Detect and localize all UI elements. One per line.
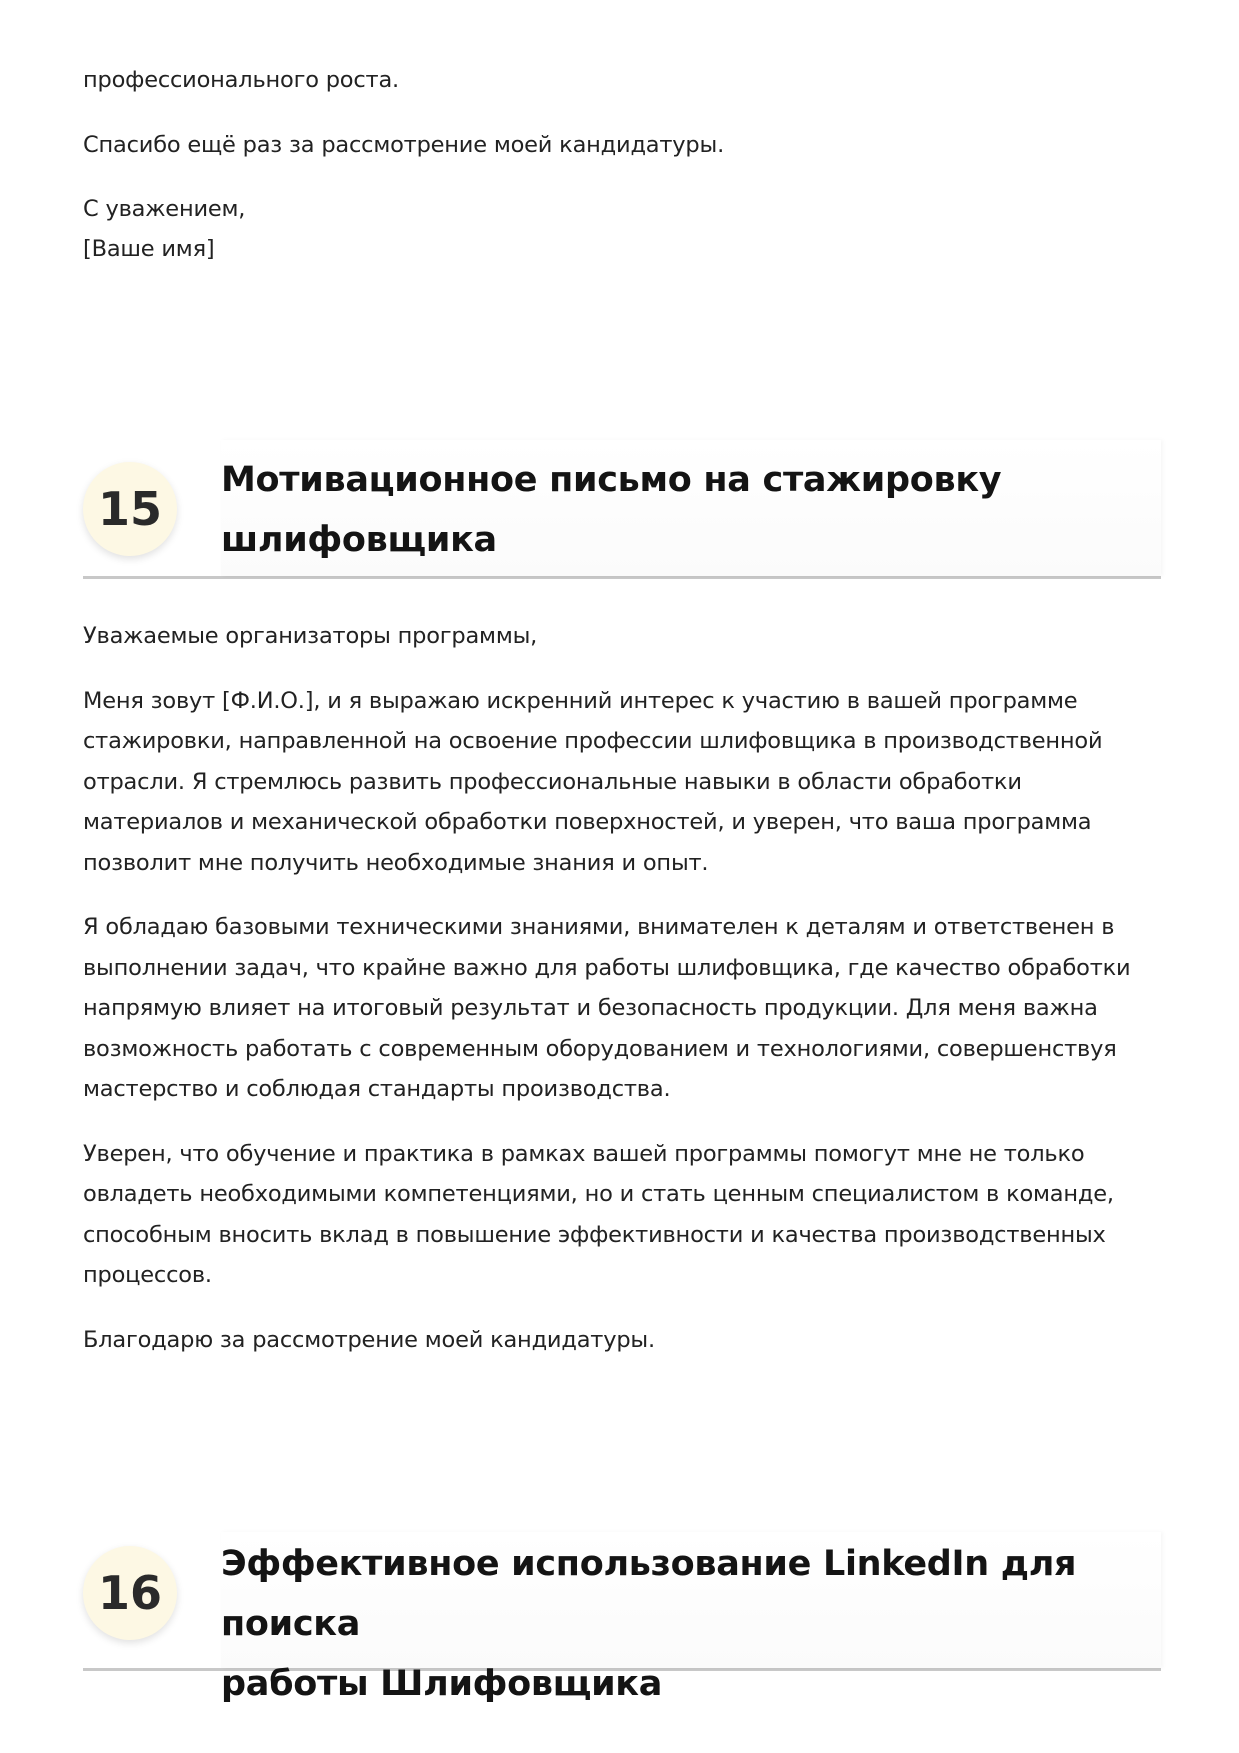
section-15-title <box>221 450 1001 570</box>
letter-closing: Благодарю за рассмотрение моей кандидатуры. <box>83 1326 655 1353</box>
section-15-number-badge: 15 <box>83 462 177 556</box>
letter-paragraph-3: Уверен, что обучение и практика в рамках вашей программы помогут мне не только овладеть необходимыми компетенциями, но и стать ценным специалистом в команде, способным вносить вклад в повышение эффективности и качества производственных процессов. <box>83 1140 1114 1288</box>
intro-closing <box>83 189 245 269</box>
letter-paragraph-1: Меня зовут [Ф.И.О.], и я выражаю искренний интерес к участию в вашей программе стажировки, направленной на освоение профессии шлифовщика в производственной отрасли. Я стремлюсь развить профессиональные навыки в области обработки материалов и механической обработки поверхностей, и уверен, что ваша программа позволит мне получить необходимые знания и опыт. <box>83 687 1103 876</box>
section-15-header <box>83 440 1161 579</box>
intro-closing-text: С уважением, <box>83 196 246 222</box>
section-16-title-line-2: работы Шлифовщика <box>221 1664 663 1704</box>
letter-greeting: Уважаемые организаторы программы, <box>83 623 538 649</box>
section-15-title-line-1: Мотивационное письмо на стажировку <box>221 460 1002 500</box>
section-16-number-badge: 16 <box>83 1546 177 1640</box>
intro-tail <box>83 60 399 101</box>
section-16-title-line-1: Эффективное использование LinkedIn для поиска <box>221 1544 1077 1644</box>
intro-thanks <box>83 125 724 166</box>
section-16-title <box>221 1534 1161 1714</box>
section-15-letter <box>83 616 1161 1384</box>
section-16-header <box>83 1532 1161 1704</box>
section-15-title-line-2: шлифовщика <box>221 520 497 560</box>
intro-signature: [Ваше имя] <box>83 236 215 262</box>
intro-tail-text: профессионального роста. <box>83 67 399 93</box>
letter-paragraph-2: Я обладаю базовыми техническими знаниями, внимателен к деталям и ответственен в выполнении задач, что крайне важно для работы шлифовщика, где качество обработки напрямую влияет на итоговый результат и безопасность продукции. Для меня важна возможность работать с современным оборудованием и технологиями, совершенствуя мастерство и соблюдая стандарты производства. <box>83 914 1131 1102</box>
intro-thanks-text: Спасибо ещё раз за рассмотрение моей кандидатуры. <box>83 132 725 158</box>
